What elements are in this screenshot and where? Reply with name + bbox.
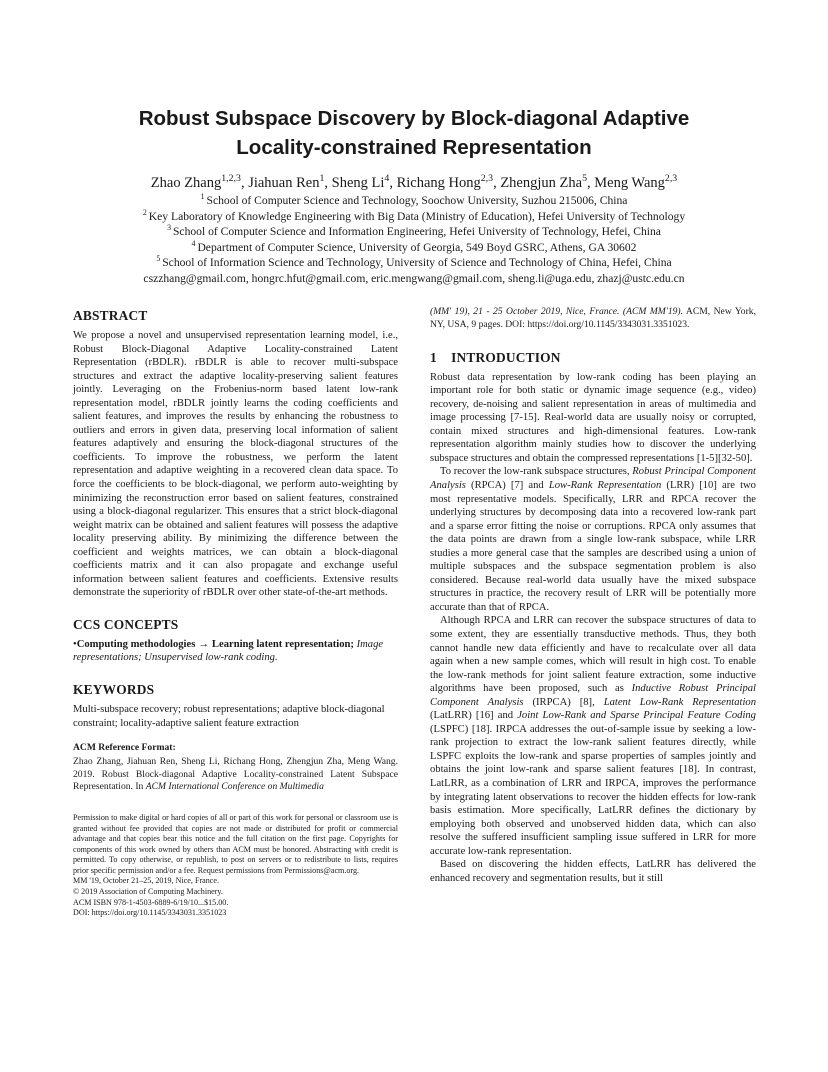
affiliation-line: $^1$ School of Computer Science and Technology, Soochow University, Suzhou 215006, China: [200, 192, 628, 207]
ccs-bullet: •: [73, 638, 77, 650]
abstract-heading: ABSTRACT: [73, 308, 148, 323]
author-name: Zhengjun Zha: [500, 175, 583, 191]
paper-title: [60, 104, 768, 162]
affiliation-mark: 2: [142, 207, 149, 217]
title-line-1: Robust Subspace Discovery by Block-diagonal Adaptive: [138, 107, 690, 130]
abstract-text: We propose a novel and unsupervised representation learning model, i.e., Robust Block-Diagonal Adaptive Locality-constrained Latent Representation (rBDLR). rBDLR is able to recover multi-subspace structures and extract the adaptive locality-preserving salient features jointly. Leveraging on the Frobenius-norm based latent low-rank representation model, rBDLR jointly learns the coding coefficients and salient features, and improves the results by enhancing the robustness to outliers and errors in given data, preserving local information of salient features adaptively and ensuring the block-diagonal structures of the coefficients. To improve the robustness, we perform the latent representation and adaptive weighting in a recovered clean data space. To force the coefficients to be block-diagonal, we perform auto-weighting by minimizing the reconstruction error based on salient features, constrained using a block-diagonal regularizer. This ensures that a strict block-diagonal weight matrix can be obtained and salient features will possess the adaptive locality preserving ability. By minimizing the difference between the coefficient and weights matrices, we can obtain a block-diagonal coefficients matrix and it can also propagate and exchange useful information between salient features and coefficients. Extensive results demonstrate the superiority of rBDLR over other state-of-the-art methods.: [73, 330, 398, 599]
author-name: Zhao Zhang: [150, 175, 222, 191]
acm-reference-continued-italic: (MM' 19), 21 - 25 October 2019, Nice, France. (ACM MM'19).: [430, 306, 684, 317]
text-run: (LSPFC) [18]. IRPCA addresses the out-of-sample issue by seeking a low-rank projection to extract the low-rank salient features directly, while LSPFC exploits the low-rank and sparse properties of samples jointly and obtains the joint low-rank and sparse salient features [18]. In contrast, LatLRR, as a combination of LRR and IRPCA, improves the performance by integrating latent observations to recover the hidden effects for low-rank basis estimation. More specifically, LatLRR defines the dictionary by employing both observed and unobserved hidden data, which can also resolve the suffered insufficient sampling issue suffered in LRR for more accurate low-rank representation.: [430, 723, 756, 857]
author-name: Sheng Li: [331, 175, 385, 191]
acm-reference-heading: ACM Reference Format:: [73, 742, 176, 754]
intro-paragraph-4: Based on discovering the hidden effects, LatLRR has delivered the enhanced recovery and segmentation results, but it still: [430, 859, 756, 884]
affiliation-mark: 4: [191, 238, 198, 248]
text-run: (RPCA) [7] and: [465, 479, 549, 491]
author-list: Zhao Zhang$^{1,2,3}$, Jiahuan Ren$^1$, Sheng Li$^4$, Richang Hong$^{2,3}$, Zhengjun Zha$^5$, Meng Wang$^{2,3}$: [150, 173, 678, 191]
keywords-heading: KEYWORDS: [73, 682, 155, 698]
permission-notice: Permission to make digital or hard copies of all or part of this work for personal or classroom use is granted without fee provided that copies are not made or distributed for profit or commercial advantage and that copies bear this notice and the full citation on the first page. Copyrights for components of this work owned by others than ACM must be honored. Abstracting with credit is permitted. To copy otherwise, or republish, to post on servers or to redistribute to lists, requires prior specific permission and/or a fee. Request permissions from Permissions@acm.org.: [73, 812, 398, 875]
copyright-line: MM '19, October 21–25, 2019, Nice, France.: [73, 876, 219, 886]
affiliation-line: $^4$ Department of Computer Science, University of Georgia, 549 Boyd GSRC, Athens, GA 30602: [191, 238, 637, 254]
author-affiliation-mark: 1,2,3: [221, 173, 241, 185]
italic-term: Latent Low-Rank Representation: [603, 696, 757, 708]
author-affiliation-mark: 5: [582, 173, 587, 185]
author-name: Jiahuan Ren: [248, 175, 320, 191]
italic-term: Joint Low-Rank and Sparse Principal Feature Coding: [517, 710, 756, 722]
arrow-right-icon: →: [198, 638, 209, 650]
affiliation-mark: 1: [200, 192, 207, 202]
affiliation-line: $^5$ School of Information Science and Technology, University of Science and Technology of China, Hefei, China: [156, 254, 672, 270]
author-name: Meng Wang: [594, 175, 665, 191]
acm-reference-italic: ACM International Conference on Multimedia: [145, 781, 324, 793]
copyright-line: ACM ISBN 978-1-4503-6889-6/19/10...$15.00.: [73, 897, 229, 907]
text-run: (LRR) [10] are two most representative models. Specifically, LRR and RPCA recover the underlying structures by decomposing data into a recovered low-rank part and a sparse error fitting the noise or corruptions. RPCA only assumes that the data points are drawn from a single low-rank subspace, while LRR studies a more general case that the samples are described using a union of multiple subspaces and the subspace segmentation problem is also considered. Because real-world data usually have the mixed subspace structures in practice, the recovery result of LRR will be potentially more accurate than that of RPCA.: [430, 479, 756, 613]
ccs-heading: CCS CONCEPTS: [73, 616, 179, 632]
intro-paragraph-3: [430, 614, 756, 858]
affiliation-mark: 3: [167, 223, 173, 233]
author-affiliation-mark: 1: [319, 173, 325, 185]
acm-reference-continued: [430, 306, 756, 332]
text-run: (LatLRR) [16] and: [430, 710, 518, 722]
affiliation-mark: 5: [156, 254, 163, 264]
right-column: [430, 306, 756, 885]
copyright-lines: [73, 876, 398, 918]
author-affiliation-mark: 4: [384, 173, 390, 185]
ccs-item-2: Learning latent representation;: [211, 638, 354, 650]
ccs-concepts: [73, 638, 398, 665]
ccs-item-1: Computing methodologies: [76, 638, 196, 650]
author-affiliation-mark: 2,3: [664, 173, 678, 185]
acm-reference-plain: Zhao Zhang, Jiahuan Ren, Sheng Li, Richang Hong, Zhengjun Zha, Meng Wang. 2019. Robust Block-diagonal Adaptive Locality-constrained Latent Subspace Representation. In: [73, 756, 398, 793]
author-affiliation-mark: 2,3: [480, 173, 494, 185]
italic-term: Inductive Robust Principal Component Analysis: [430, 683, 756, 708]
text-run: To recover the low-rank subspace structures,: [440, 466, 633, 478]
italic-term: Robust Principal Component Analysis: [430, 466, 757, 491]
intro-paragraph-1: Robust data representation by low-rank coding has been playing an important role for both static or dynamic image sequence (e.g., video) recovery, de-noising and salient representation in areas of multimedia and image processing [7-15]. Real-world data are usually noisy or corrupted, contain mixed structures and high-dimensional features. Low-rank representation algorithm mainly studies how to discover the underlying subspace structures and obtain the compressed representations [1-5][32-50].: [430, 371, 756, 464]
acm-reference-text: [73, 756, 398, 794]
acm-reference-continued-plain: ACM, New York, NY, USA, 9 pages. DOI: https://doi.org/10.1145/3343031.3351023.: [430, 306, 756, 330]
title-line-2: Locality-constrained Representation: [236, 136, 592, 159]
author-name: Richang Hong: [396, 175, 481, 191]
ccs-item-italic: Image representations; Unsupervised low-rank coding.: [73, 638, 384, 664]
introduction-heading: 1 INTRODUCTION: [430, 349, 561, 365]
italic-term: Low-Rank Representation: [548, 479, 662, 491]
intro-paragraph-2: [430, 465, 756, 614]
copyright-line: © 2019 Association of Computing Machinery.: [73, 887, 223, 897]
email-list: cszzhang@gmail.com, hongrc.hfut@gmail.com, eric.mengwang@gmail.com, sheng.li@uga.edu, zhazj@ustc.edu.cn: [143, 271, 685, 285]
affiliation-line: $^2$ Key Laboratory of Knowledge Engineering with Big Data (Ministry of Education), Hefei University of Technology: [142, 207, 686, 223]
text-run: Although RPCA and LRR can recover the subspace structures of data to some extent, they are essentially transductive methods. Thus, they both cannot handle new data efficiently and have to recalculate over all data again when a new sample comes, which will result in high cost. To enable the low-rank methods for joint salient feature extraction, some inductive algorithms have been proposed, such as: [430, 615, 756, 695]
affiliation-block: [40, 193, 788, 287]
text-run: (IRPCA) [8],: [523, 696, 604, 708]
copyright-line: DOI: https://doi.org/10.1145/3343031.3351023: [73, 908, 227, 918]
left-column: [73, 308, 398, 919]
affiliation-line: $^3$ School of Computer Science and Information Engineering, Hefei University of Technology, Hefei, China: [167, 223, 661, 239]
keywords-text: Multi-subspace recovery; robust representations; adaptive block-diagonal constraint; locality-adaptive salient feature extraction: [73, 704, 385, 729]
